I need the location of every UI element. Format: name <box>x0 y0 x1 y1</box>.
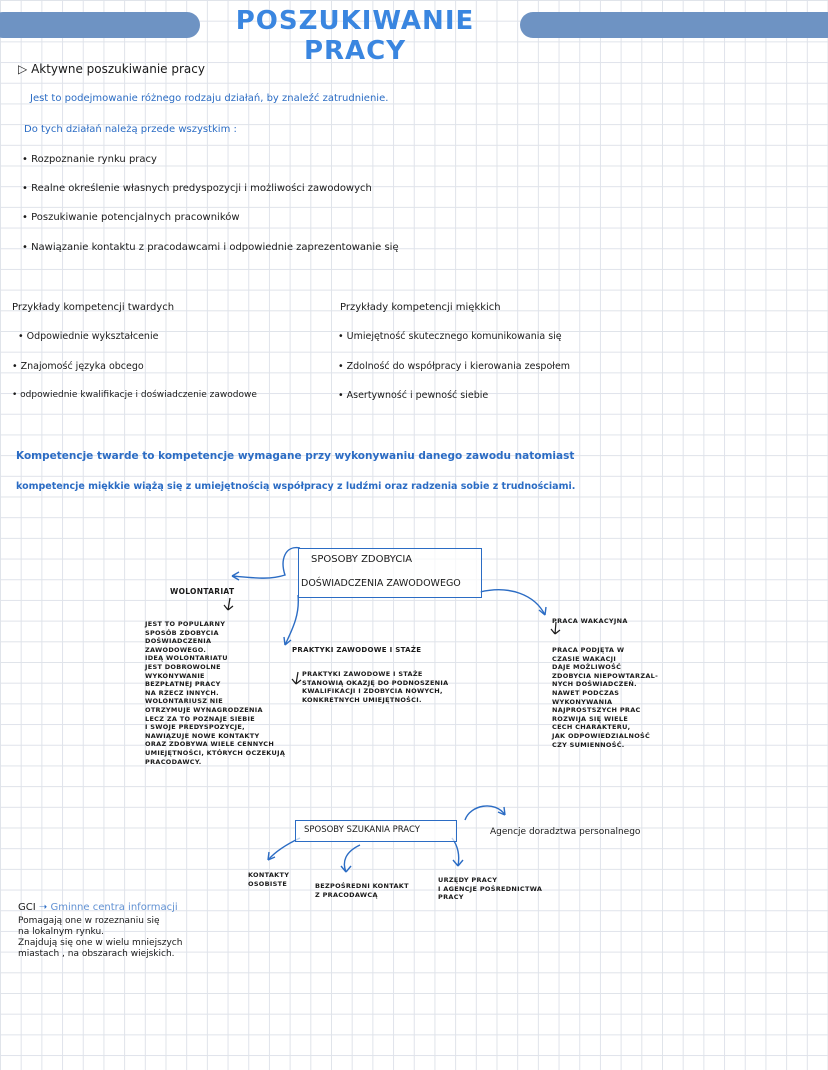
list-item: • Realne określenie własnych predyspozycji i możliwości zawodowych <box>22 183 372 194</box>
search-item: KONTAKTY OSOBISTE <box>248 871 290 888</box>
summary-line-1: Kompetencje twarde to kompetencje wymagane przy wykonywaniu danego zawodu natomiast <box>16 450 575 462</box>
wakacyjna-label: PRACA WAKACYJNA <box>552 617 628 625</box>
search-item: BEZPOŚREDNI KONTAKT Z PRACODAWCĄ <box>315 882 409 899</box>
gci-abbr: GCI <box>18 902 36 913</box>
agency-text: Agencje doradztwa personalnego <box>490 827 641 837</box>
gci-name: Gminne centra informacji <box>50 902 178 913</box>
list-item: • Asertywność i pewność siebie <box>338 390 488 401</box>
praktyki-label: PRAKTYKI ZAWODOWE I STAŻE <box>292 646 422 654</box>
list-item: • odpowiednie kwalifikacje i doświadczenie zawodowe <box>12 390 257 400</box>
wolontariat-label: WOLONTARIAT <box>170 587 235 596</box>
list-item: • Rozpoznanie rynku pracy <box>22 154 157 165</box>
wakacyjna-text: PRACA PODJĘTA W CZASIE WAKACJI DAJE MOŻLIWOŚĆ ZDOBYCIA NIEPOWTARZAL- NYCH DOŚWIADCZEŃ. NAWET PODCZAS WYKONYWANIA NAJPROSTSZYCH PRAC ROZWIJA SIĘ WIELE CECH CHARAKTERU, JAK ODPOWIEDZIALNOŚĆ CZY SUMIENNOŚĆ. <box>552 646 659 749</box>
experience-box-line-1: SPOSOBY ZDOBYCIA <box>311 554 413 565</box>
praktyki-text: PRAKTYKI ZAWODOWE I STAŻE STANOWIĄ OKAZJĘ DO PODNOSZENIA KWALIFIKACJI I ZDOBYCIA NOWYCH, KONKRETNYCH UMIEJĘTNOŚCI. <box>302 670 449 704</box>
section-heading: ▷ Aktywne poszukiwanie pracy <box>18 62 205 76</box>
intro-text: Do tych działań należą przede wszystkim : <box>24 124 237 135</box>
definition: Jest to podejmowanie różnego rodzaju działań, by znaleźć zatrudnienie. <box>30 93 389 104</box>
list-item: • Umiejętność skutecznego komunikowania się <box>338 331 562 342</box>
experience-box-line-2: DOŚWIADCZENIA ZAWODOWEGO <box>301 578 461 589</box>
experience-box <box>298 548 482 598</box>
gci-heading <box>18 902 178 913</box>
gci-text: Pomagają one w rozeznaniu się na lokalnym rynku. Znajdują się one w wielu mniejszych miastach , na obszarach wiejskich. <box>18 916 183 959</box>
arrow-right-icon: ➝ <box>38 902 48 913</box>
list-item: • Odpowiednie wykształcenie <box>18 331 158 342</box>
soft-heading: Przykłady kompetencji miękkich <box>340 302 501 313</box>
wolontariat-text: JEST TO POPULARNY SPOSÓB ZDOBYCIA DOŚWIADCZENIA ZAWODOWEGO. IDEĄ WOLONTARIATU JEST DOBROWOLNE WYKONYWANIE BEZPŁATNEJ PRACY NA RZECZ INNYCH. WOLONTARIUSZ NIE OTRZYMUJE WYNAGRODZENIA LECZ ZA TO POZNAJE SIEBIE I SWOJE PREDYSPOZYCJE, NAWIĄZUJE NOWE KONTAKTY ORAZ ZDOBYWA WIELE CENNYCH UMIEJĘTNOŚCI, KTÓRYCH OCZEKUJĄ PRACODAWCY. <box>145 620 286 766</box>
search-box-label: SPOSOBY SZUKANIA PRACY <box>304 825 420 835</box>
page-title: POSZUKIWANIE PRACY <box>235 6 475 66</box>
list-item: • Poszukiwanie potencjalnych pracowników <box>22 212 240 223</box>
list-item: • Znajomość języka obcego <box>12 361 144 372</box>
search-box <box>295 820 457 842</box>
play-icon: ▷ <box>18 62 28 76</box>
list-item: • Zdolność do współpracy i kierowania zespołem <box>338 361 570 372</box>
search-item: URZĘDY PRACY I AGENCJE POŚREDNICTWA PRACY <box>438 876 543 902</box>
summary-line-2: kompetencje miękkie wiążą się z umiejętnością współpracy z ludźmi oraz radzenia sobie z trudnościami. <box>16 481 576 492</box>
list-item: • Nawiązanie kontaktu z pracodawcami i odpowiednie zaprezentowanie się <box>22 242 399 253</box>
hard-heading: Przykłady kompetencji twardych <box>12 302 175 313</box>
